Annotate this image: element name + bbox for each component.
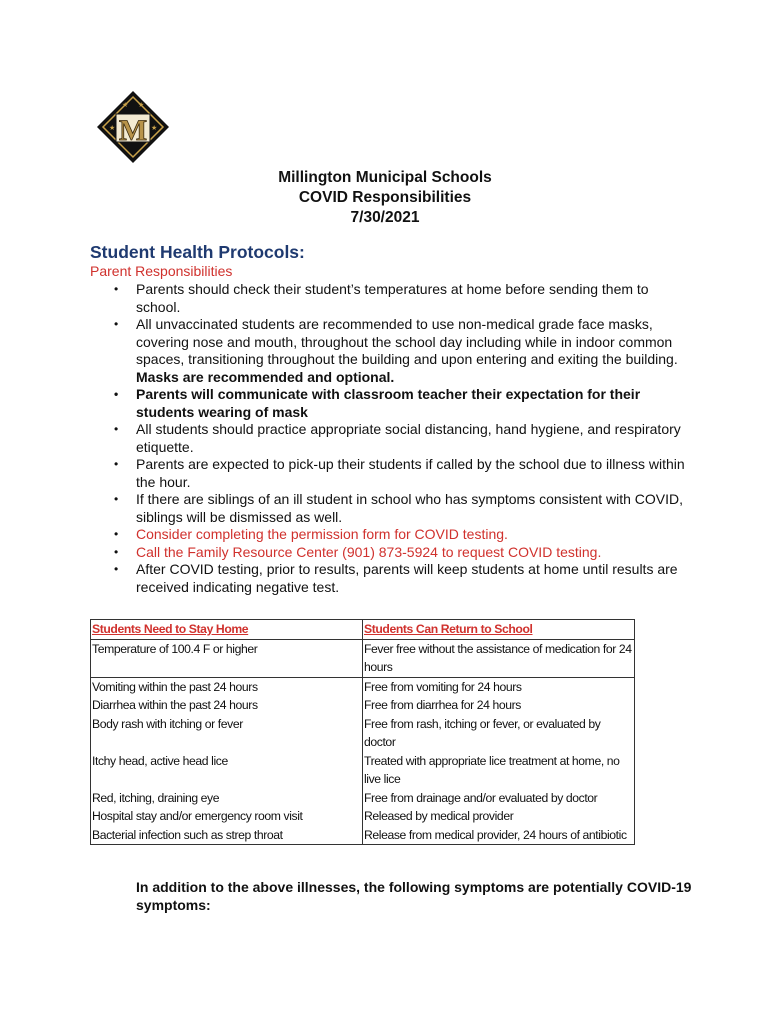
table-row xyxy=(91,715,635,752)
table-cell: Fever free without the assistance of medication for 24 hours xyxy=(363,639,635,677)
list-item: • Parents are expected to pick-up their students if called by the school due to illness within the hour. xyxy=(90,456,690,491)
table-row xyxy=(91,752,635,789)
svg-text:★: ★ xyxy=(138,102,145,109)
section-title: Student Health Protocols: xyxy=(90,242,305,262)
header-school-name: Millington Municipal Schools xyxy=(278,169,492,186)
list-item: • All students should practice appropriate social distancing, hand hygiene, and respiratory etiquette. xyxy=(90,421,690,456)
table-cell: Treated with appropriate lice treatment at home, no live lice xyxy=(363,752,635,789)
table-cell: Hospital stay and/or emergency room visit xyxy=(91,807,363,826)
header-doc-title: COVID Responsibilities xyxy=(298,189,472,206)
header-date: 7/30/2021 xyxy=(350,209,420,226)
table-row xyxy=(91,639,635,677)
table-cell: Free from rash, itching or fever, or evaluated by doctor xyxy=(363,715,635,752)
table-row xyxy=(91,789,635,808)
table-row xyxy=(91,826,635,845)
list-item: • Call the Family Resource Center (901) 873-5924 to request COVID testing. xyxy=(90,544,690,562)
table-row xyxy=(91,677,635,696)
table-cell: Diarrhea within the past 24 hours xyxy=(91,696,363,715)
list-item: • All unvaccinated students are recommended to use non-medical grade face masks, covering nose and mouth, throughout the school day including while in indoor common spaces, transitioning throughout the building and upon entering and exiting the building. Masks are recommended and optional. xyxy=(90,316,690,386)
table-cell: Released by medical provider xyxy=(363,807,635,826)
list-item: • If there are siblings of an ill student in school who has symptoms consistent with COVID, siblings will be dismissed as well. xyxy=(90,491,690,526)
svg-text:★: ★ xyxy=(122,102,129,109)
logo-letter: M xyxy=(118,114,148,147)
table-cell: Free from drainage and/or evaluated by doctor xyxy=(363,789,635,808)
table-row xyxy=(91,807,635,826)
table-row xyxy=(91,696,635,715)
school-logo xyxy=(96,90,170,164)
table-cell: Itchy head, active head lice xyxy=(91,752,363,789)
table-cell: Vomiting within the past 24 hours xyxy=(91,677,363,696)
list-item: • Parents will communicate with classroom teacher their expectation for their students wearing of mask xyxy=(90,386,690,421)
list-item: • Consider completing the permission form for COVID testing. xyxy=(90,526,690,544)
table-cell: Red, itching, draining eye xyxy=(91,789,363,808)
table-cell: Free from diarrhea for 24 hours xyxy=(363,696,635,715)
table-cell: Bacterial infection such as strep throat xyxy=(91,826,363,845)
list-item: • After COVID testing, prior to results, parents will keep students at home until results are received indicating negative test. xyxy=(90,561,690,596)
table-cell: Release from medical provider, 24 hours of antibiotic xyxy=(363,826,635,845)
column-header-return: Students Can Return to School xyxy=(363,620,635,640)
symptoms-intro: In addition to the above illnesses, the following symptoms are potentially COVID-19 symptoms: xyxy=(136,879,692,913)
column-header-stay-home: Students Need to Stay Home xyxy=(91,620,363,640)
svg-text:★: ★ xyxy=(151,125,158,132)
svg-text:★: ★ xyxy=(109,125,116,132)
table-cell: Body rash with itching or fever xyxy=(91,715,363,752)
responsibility-list xyxy=(90,281,690,596)
list-item: • Parents should check their student’s temperatures at home before sending them to school. xyxy=(90,281,690,316)
illness-table xyxy=(90,619,635,845)
table-cell: Temperature of 100.4 F or higher xyxy=(91,639,363,677)
document-header xyxy=(0,168,770,228)
table-cell: Free from vomiting for 24 hours xyxy=(363,677,635,696)
section-subtitle: Parent Responsibilities xyxy=(90,263,233,279)
